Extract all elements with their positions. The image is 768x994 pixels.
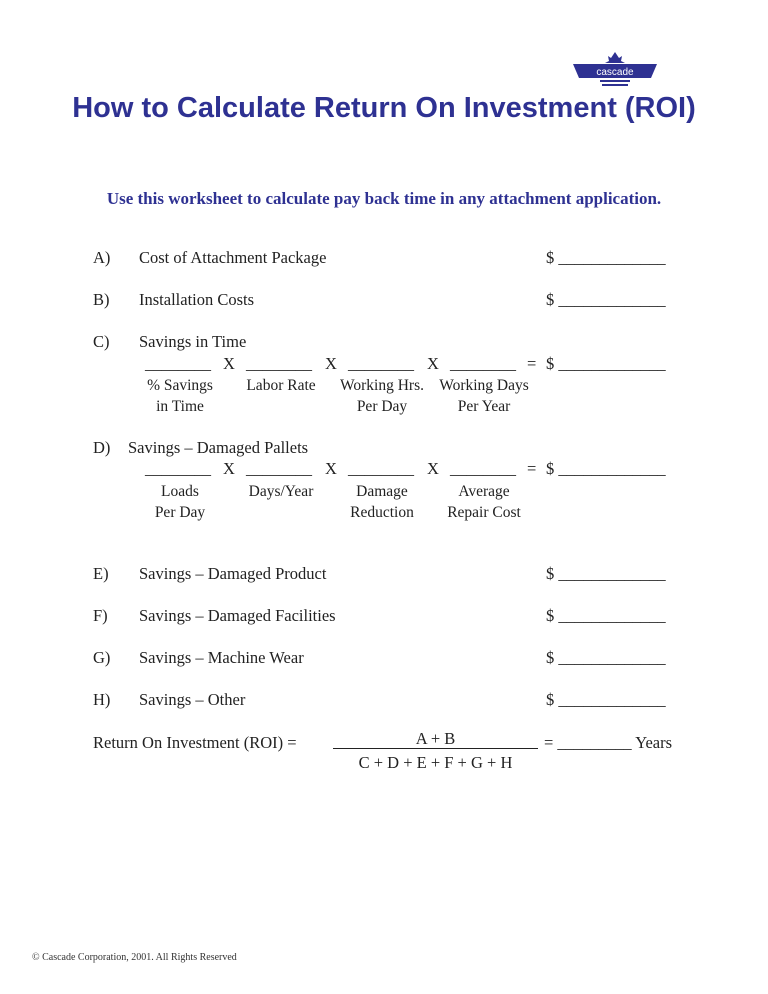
- line-d-label: Savings – Damaged Pallets: [128, 438, 309, 457]
- line-c-label: Savings in Time: [139, 332, 247, 351]
- line-g-blank[interactable]: $ _____________: [546, 648, 666, 667]
- line-c-times-2: X: [325, 354, 337, 373]
- line-a-letter: A): [93, 248, 111, 267]
- line-c-blank-2[interactable]: ________: [246, 354, 312, 373]
- line-d-letter: D): [93, 438, 111, 457]
- line-c-blank-1[interactable]: ________: [145, 354, 211, 373]
- line-d-blank-3[interactable]: ________: [348, 459, 414, 478]
- line-c-factor-3-label: Working Hrs. Per Day: [340, 377, 424, 415]
- line-c-blank-3[interactable]: ________: [348, 354, 414, 373]
- line-b-label: Installation Costs: [139, 290, 255, 309]
- logo-wordmark: cascade: [596, 67, 634, 78]
- line-d-blank-4[interactable]: ________: [450, 459, 516, 478]
- line-c-blank-4[interactable]: ________: [450, 354, 516, 373]
- roi-result-blank[interactable]: = _________ Years: [544, 733, 673, 752]
- line-c-letter: C): [93, 332, 110, 351]
- line-d-equals: =: [527, 459, 537, 478]
- line-b-letter: B): [93, 290, 110, 309]
- copyright-footer: © Cascade Corporation, 2001. All Rights Reserved: [32, 952, 237, 963]
- line-g-letter: G): [93, 648, 111, 667]
- line-d-factor-1-label: Loads Per Day: [154, 483, 206, 521]
- line-f-blank[interactable]: $ _____________: [546, 606, 666, 625]
- line-f-label: Savings – Damaged Facilities: [139, 606, 336, 625]
- line-e-blank[interactable]: $ _____________: [546, 564, 666, 583]
- line-d-factor-2-label: Days/Year: [248, 483, 314, 500]
- roi-label: Return On Investment (ROI) =: [93, 733, 297, 752]
- roi-fraction-bar: [333, 748, 538, 749]
- line-c-times-1: X: [223, 354, 235, 373]
- line-c-times-3: X: [427, 354, 439, 373]
- line-d-factor-4-label: Average Repair Cost: [447, 483, 521, 521]
- line-c-total-blank[interactable]: $ _____________: [546, 354, 666, 373]
- cascade-logo: [571, 50, 659, 96]
- line-b-blank[interactable]: $ _____________: [546, 290, 666, 309]
- line-d-blank-2[interactable]: ________: [246, 459, 312, 478]
- line-d-total-blank[interactable]: $ _____________: [546, 459, 666, 478]
- line-g-label: Savings – Machine Wear: [139, 648, 304, 667]
- line-c-factor-4-label: Working Days Per Year: [439, 377, 529, 415]
- line-d-times-1: X: [223, 459, 235, 478]
- line-c-factor-2-label: Labor Rate: [246, 377, 316, 394]
- line-f-letter: F): [93, 606, 108, 625]
- line-d-factor-3-label: Damage Reduction: [350, 483, 414, 521]
- line-d-times-3: X: [427, 459, 439, 478]
- line-h-label: Savings – Other: [139, 690, 246, 709]
- roi-numerator: A + B: [415, 729, 456, 748]
- line-e-letter: E): [93, 564, 109, 583]
- line-a-blank[interactable]: $ _____________: [546, 248, 666, 267]
- page-title: How to Calculate Return On Investment (ROI): [72, 92, 696, 124]
- line-d-times-2: X: [325, 459, 337, 478]
- line-e-label: Savings – Damaged Product: [139, 564, 327, 583]
- line-h-blank[interactable]: $ _____________: [546, 690, 666, 709]
- line-a-label: Cost of Attachment Package: [139, 248, 327, 267]
- line-c-factor-1-label: % Savings in Time: [147, 377, 213, 415]
- line-h-letter: H): [93, 690, 111, 709]
- page-subtitle: Use this worksheet to calculate pay back time in any attachment application.: [106, 189, 662, 208]
- line-c-equals: =: [527, 354, 537, 373]
- line-d-blank-1[interactable]: ________: [145, 459, 211, 478]
- roi-denominator: C + D + E + F + G + H: [358, 753, 513, 772]
